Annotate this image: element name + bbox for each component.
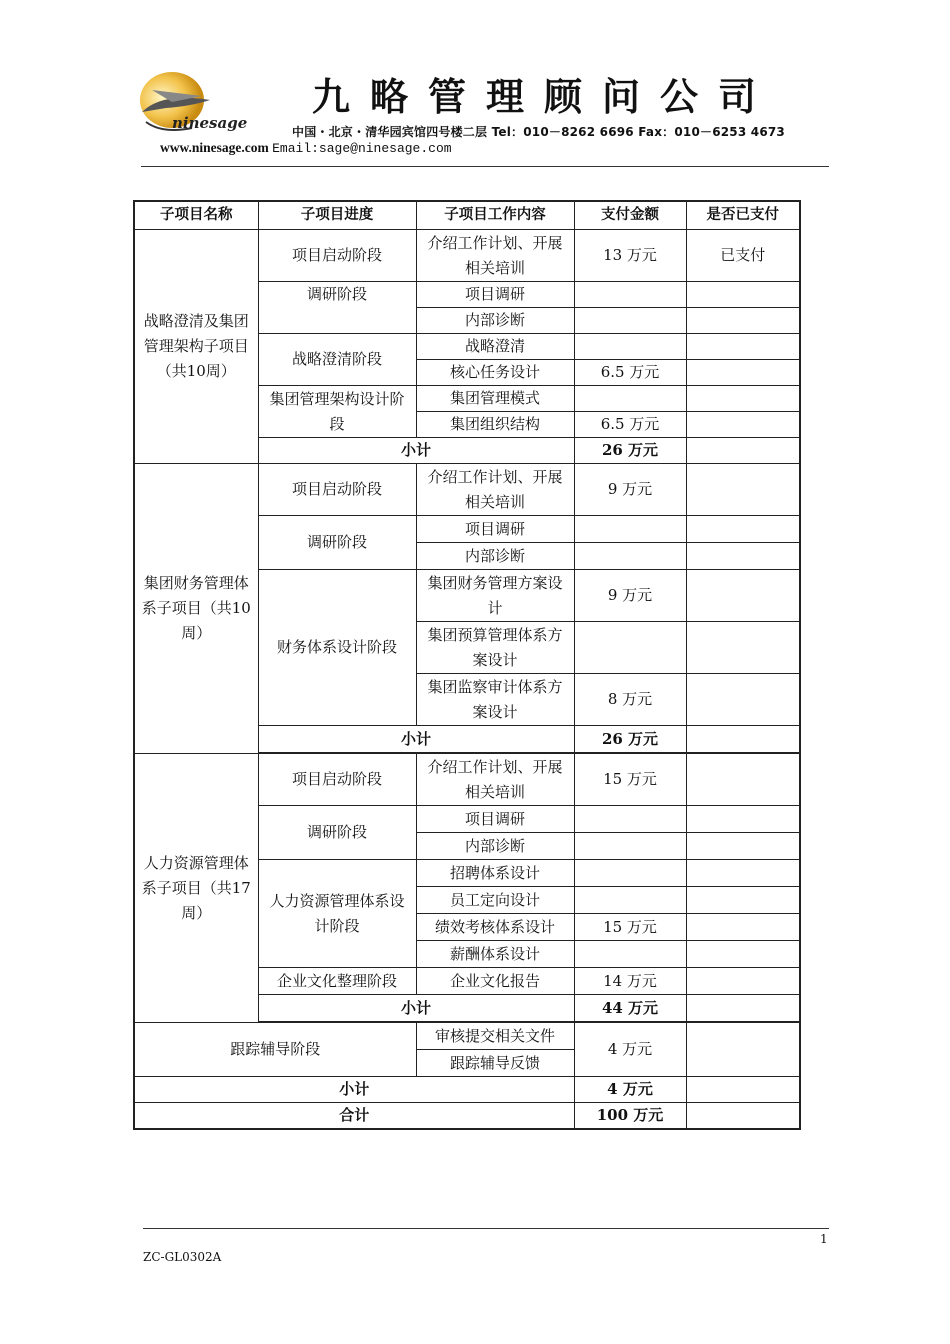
table-row xyxy=(134,754,800,806)
table-row xyxy=(134,464,800,516)
paid-cell xyxy=(686,1023,800,1077)
paid-cell xyxy=(686,1077,800,1103)
amount-cell: 13 万元 xyxy=(574,230,686,282)
subproject-name: 战略澄清及集团管理架构子项目（共10周） xyxy=(134,230,258,464)
amount-cell xyxy=(574,887,686,914)
amount-cell: 6.5 万元 xyxy=(574,360,686,386)
paid-cell xyxy=(686,674,800,726)
amount-cell: 15 万元 xyxy=(574,914,686,941)
column-header: 是否已支付 xyxy=(686,201,800,230)
stage-cell: 调研阶段 xyxy=(258,806,416,860)
paid-cell xyxy=(686,995,800,1022)
paid-cell xyxy=(686,754,800,806)
total-row xyxy=(134,1103,800,1130)
paid-cell xyxy=(686,1103,800,1130)
work-cell: 集团管理模式 xyxy=(416,386,574,412)
work-cell: 集团预算管理体系方案设计 xyxy=(416,622,574,674)
stage-cell: 集团管理架构设计阶段 xyxy=(258,386,416,438)
paid-cell xyxy=(686,860,800,887)
work-cell: 集团监察审计体系方案设计 xyxy=(416,674,574,726)
work-cell: 集团组织结构 xyxy=(416,412,574,438)
stage-cell: 战略澄清阶段 xyxy=(258,334,416,386)
work-cell: 审核提交相关文件 xyxy=(416,1023,574,1050)
subtotal-label: 小计 xyxy=(134,1077,574,1103)
stage-cell: 项目启动阶段 xyxy=(258,230,416,282)
work-cell: 招聘体系设计 xyxy=(416,860,574,887)
amount-cell: 6.5 万元 xyxy=(574,412,686,438)
work-cell: 企业文化报告 xyxy=(416,968,574,995)
subproject-name: 人力资源管理体系子项目（共17周） xyxy=(134,754,258,1023)
paid-cell xyxy=(686,833,800,860)
work-cell: 绩效考核体系设计 xyxy=(416,914,574,941)
amount-cell xyxy=(574,806,686,833)
stage-cell: 调研阶段 xyxy=(258,282,416,334)
work-cell: 介绍工作计划、开展相关培训 xyxy=(416,754,574,806)
amount-cell xyxy=(574,622,686,674)
work-cell: 项目调研 xyxy=(416,806,574,833)
email-link[interactable]: Email:sage@ninesage.com xyxy=(272,141,452,156)
website-link[interactable]: www.ninesage.com xyxy=(160,140,269,155)
work-cell: 跟踪辅导反馈 xyxy=(416,1050,574,1077)
work-cell: 项目调研 xyxy=(416,282,574,308)
work-cell: 薪酬体系设计 xyxy=(416,941,574,968)
stage-cell: 企业文化整理阶段 xyxy=(258,968,416,995)
company-name: 九略管理顾问公司 xyxy=(312,74,777,119)
amount-cell: 4 万元 xyxy=(574,1023,686,1077)
table-row xyxy=(134,230,800,282)
payment-table xyxy=(133,200,801,1130)
subtotal-label: 小计 xyxy=(258,438,574,464)
work-cell: 介绍工作计划、开展相关培训 xyxy=(416,230,574,282)
subtotal-label: 小计 xyxy=(258,995,574,1022)
paid-cell xyxy=(686,570,800,622)
amount-cell xyxy=(574,516,686,543)
stage-cell: 财务体系设计阶段 xyxy=(258,570,416,726)
paid-cell xyxy=(686,622,800,674)
stage-cell: 人力资源管理体系设计阶段 xyxy=(258,860,416,968)
column-header: 子项目名称 xyxy=(134,201,258,230)
amount-cell xyxy=(574,860,686,887)
paid-cell xyxy=(686,516,800,543)
subtotal-label: 小计 xyxy=(258,726,574,753)
subtotal-amount: 26 万元 xyxy=(574,726,686,753)
footer-divider xyxy=(143,1228,829,1229)
stage-cell: 项目启动阶段 xyxy=(258,754,416,806)
paid-cell xyxy=(686,282,800,308)
paid-cell xyxy=(686,887,800,914)
work-cell: 战略澄清 xyxy=(416,334,574,360)
paid-cell xyxy=(686,386,800,412)
paid-cell xyxy=(686,726,800,753)
subproject-name: 集团财务管理体系子项目（共10周） xyxy=(134,464,258,754)
paid-cell xyxy=(686,968,800,995)
amount-cell xyxy=(574,833,686,860)
table-header-row xyxy=(134,201,800,230)
paid-cell xyxy=(686,334,800,360)
column-header: 支付金额 xyxy=(574,201,686,230)
amount-cell: 14 万元 xyxy=(574,968,686,995)
logo-text: ninesage xyxy=(172,114,248,132)
contact-line xyxy=(160,140,452,156)
amount-cell xyxy=(574,308,686,334)
amount-cell: 8 万元 xyxy=(574,674,686,726)
paid-cell xyxy=(686,438,800,464)
amount-cell: 9 万元 xyxy=(574,570,686,622)
paid-cell xyxy=(686,941,800,968)
total-label: 合计 xyxy=(134,1103,574,1130)
table-row xyxy=(134,1023,800,1050)
page-number: 1 xyxy=(820,1232,828,1246)
paid-cell xyxy=(686,464,800,516)
amount-cell: 15 万元 xyxy=(574,754,686,806)
work-cell: 员工定向设计 xyxy=(416,887,574,914)
work-cell: 内部诊断 xyxy=(416,833,574,860)
total-amount: 100 万元 xyxy=(574,1103,686,1130)
header-divider xyxy=(141,166,829,167)
amount-cell xyxy=(574,543,686,570)
paid-cell: 已支付 xyxy=(686,230,800,282)
ninesage-logo xyxy=(132,62,264,144)
work-cell: 内部诊断 xyxy=(416,308,574,334)
document-code: ZC-GL0302A xyxy=(143,1250,222,1264)
work-cell: 内部诊断 xyxy=(416,543,574,570)
paid-cell xyxy=(686,914,800,941)
subtotal-amount: 4 万元 xyxy=(574,1077,686,1103)
subtotal-amount: 44 万元 xyxy=(574,995,686,1022)
work-cell: 核心任务设计 xyxy=(416,360,574,386)
paid-cell xyxy=(686,543,800,570)
column-header: 子项目进度 xyxy=(258,201,416,230)
work-cell: 集团财务管理方案设计 xyxy=(416,570,574,622)
subtotal-amount: 26 万元 xyxy=(574,438,686,464)
amount-cell xyxy=(574,941,686,968)
amount-cell xyxy=(574,386,686,412)
stage-cell: 项目启动阶段 xyxy=(258,464,416,516)
work-cell: 介绍工作计划、开展相关培训 xyxy=(416,464,574,516)
amount-cell: 9 万元 xyxy=(574,464,686,516)
amount-cell xyxy=(574,282,686,308)
paid-cell xyxy=(686,412,800,438)
paid-cell xyxy=(686,806,800,833)
work-cell: 项目调研 xyxy=(416,516,574,543)
paid-cell xyxy=(686,308,800,334)
subtotal-row xyxy=(134,1077,800,1103)
stage-cell: 跟踪辅导阶段 xyxy=(134,1023,416,1077)
stage-cell: 调研阶段 xyxy=(258,516,416,570)
column-header: 子项目工作内容 xyxy=(416,201,574,230)
amount-cell xyxy=(574,334,686,360)
paid-cell xyxy=(686,360,800,386)
company-address: 中国・北京・清华园宾馆四号楼二层 Tel：010－8262 6696 Fax：010－6253 4673 xyxy=(292,125,785,139)
